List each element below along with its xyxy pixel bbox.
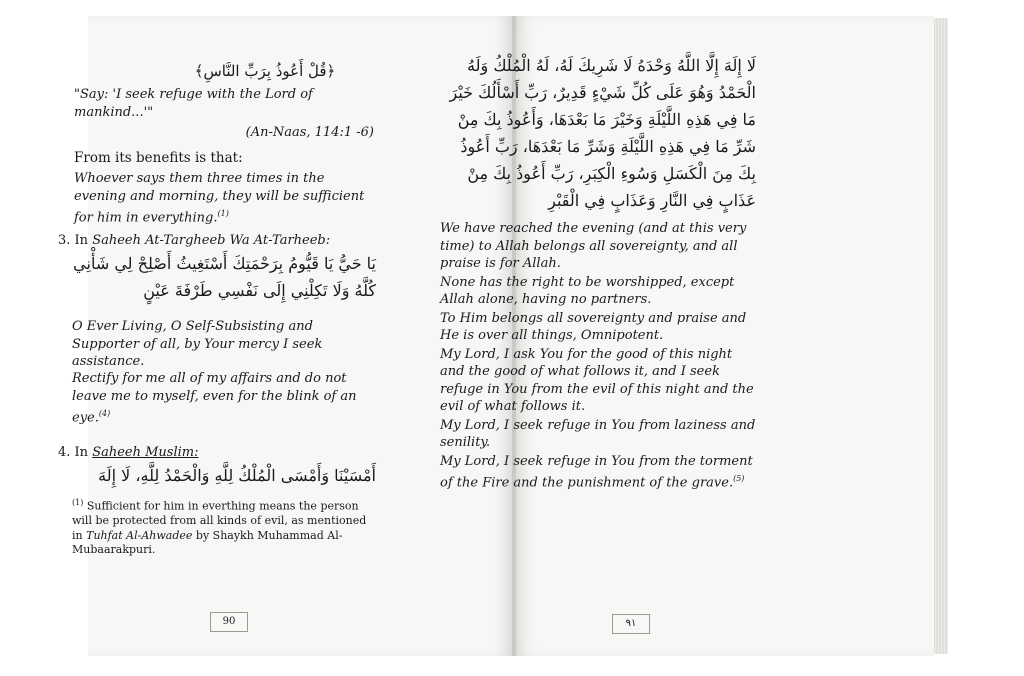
translation-line: My Lord, I seek refuge in You from laziness and senility.	[440, 417, 756, 450]
footnote-marker: (1)	[72, 498, 84, 507]
page-edges	[934, 18, 948, 654]
left-page-number: 90	[210, 612, 248, 632]
item-3-translation: O Ever Living, O Self-Subsisting and Supporter of all, by Your mercy I seek assistance.	[72, 319, 323, 369]
footnote-text: Sufficient for him in everthing means the person will be protected from all kinds of evil, as mentioned in	[72, 499, 367, 542]
benefit-body: Whoever says them three times in the evening and morning, they will be sufficient for him in everything.	[74, 171, 365, 226]
benefit-heading: From its benefits is that:	[74, 150, 243, 166]
right-arabic-text: لَا إِلَهَ إِلَّا اللَّهُ وَحْدَهُ لَا شَرِيكَ لَهُ، لَهُ الْمُلْكُ وَلَهُ الْحَمْدُ وَهُوَ عَلَى كُلِّ شَيْءٍ قَدِيرٌ، رَبِّ أَسْأَلُكَ خَيْرَ مَا فِي هَذِهِ اللَّيْلَةِ وَخَيْرَ مَا بَعْدَهَا، وَأَعُوذُ بِكَ مِنْ شَرِّ مَا فِي هَذِهِ اللَّيْلَةِ وَشَرِّ مَا بَعْدَهَا، رَبِّ أَعُوذُ بِكَ مِنَ الْكَسَلِ وَسُوءِ الْكِبَرِ، رَبِّ أَعُوذُ بِكَ مِنْ عَذَابٍ فِي النَّارِ وَعَذَابٍ فِي الْقَبْرِ	[449, 56, 756, 210]
translation-line-last	[440, 453, 758, 492]
item-3-note: (4)	[98, 409, 111, 418]
translation-line: We have reached the evening (and at this very time) to Allah belongs all sovereignty, and all praise is for Allah.	[440, 221, 747, 271]
item-4-arabic: أَمْسَيْنَا وَأَمْسَى الْمُلْكُ لِلَّهِ وَالْحَمْدُ لِلَّهِ، لَا إِلَهَ	[98, 466, 376, 485]
item-4-intro: In	[74, 445, 89, 460]
quote-text: "Say: 'I seek refuge with the Lord of mankind...'"	[74, 87, 313, 120]
item-4-source: Saheeh Muslim:	[92, 445, 199, 460]
verse-reference: (An-Naas, 114:1 -6)	[245, 125, 374, 140]
translation-line: None has the right to be worshipped, except Allah alone, having no partners.	[440, 274, 735, 307]
item-3-arabic: يَا حَيُّ يَا قَيُّومُ بِرَحْمَتِكَ أَسْتَغِيثُ أَصْلِحْ لِي شَأْنِي كُلَّهُ وَلَا تَكِلْنِي إِلَى نَفْسِي طَرْفَةَ عَيْنٍ	[73, 254, 376, 300]
item-3-number: 3.	[58, 233, 71, 248]
right-page-number: ٩١	[612, 614, 650, 634]
surah-title-arabic: ﴿قُلْ أَعُوذُ بِرَبِّ النَّاسِ﴾	[194, 62, 336, 80]
item-3-translation-2	[72, 370, 376, 427]
item-4-heading	[58, 444, 378, 462]
translation-line: My Lord, I ask You for the good of this night and the good of what follows it, and I seek refuge in You from the evil of this night and the evil of what follows it.	[440, 346, 754, 414]
footnote-book: Tuhfat Al-Ahwadee	[86, 528, 193, 542]
item-4-number: 4.	[58, 445, 71, 460]
item-3-heading	[58, 232, 378, 250]
translation-note: (5)	[733, 474, 745, 483]
translation-line: To Him belongs all sovereignty and praise and He is over all things, Omnipotent.	[440, 310, 747, 343]
benefit-text	[74, 170, 374, 227]
translation-line-body: My Lord, I seek refuge in You from the torment of the Fire and the punishment of the grave.	[440, 453, 753, 491]
footnote-tail: by Shaykh Muhammad Al-Mubaarakpuri.	[72, 528, 343, 557]
benefit-note: (1)	[217, 209, 229, 218]
item-3-source: Saheeh At-Targheeb Wa At-Tarheeb:	[92, 233, 331, 248]
right-translation	[440, 220, 758, 493]
item-3-translation-2-body: Rectify for me all of my affairs and do not leave me to myself, even for the blink of an eye.	[72, 371, 357, 426]
item-3-intro: In	[74, 233, 89, 248]
footnote	[72, 496, 376, 558]
